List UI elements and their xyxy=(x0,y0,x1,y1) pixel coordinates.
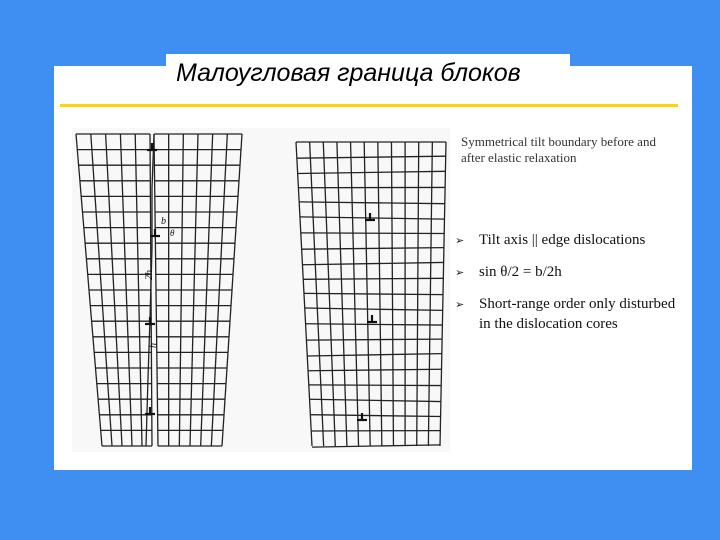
lattice-row-line xyxy=(297,156,446,158)
lattice-row-line xyxy=(310,399,441,401)
title-underline xyxy=(60,104,678,107)
lattice-row-line xyxy=(306,324,443,325)
bullet-text: Short-range order only disturbed in the dislocation cores xyxy=(479,296,676,332)
lattice-row-line xyxy=(305,308,443,310)
arrow-bullet-icon: ➢ xyxy=(455,267,465,279)
lattice-row-line xyxy=(310,415,440,417)
spacing-h-label: h xyxy=(148,343,159,348)
bullet-text: sin θ/2 = b/2h xyxy=(479,264,562,280)
lattice-row-line xyxy=(307,354,442,356)
spacing-2h-label: 2h xyxy=(144,270,155,280)
right-lattice-panel xyxy=(296,142,446,447)
lattice-row-line xyxy=(312,445,440,447)
lattice-row-line xyxy=(302,262,443,264)
arrow-bullet-icon: ➢ xyxy=(455,299,465,311)
bullet-item xyxy=(455,294,685,334)
lattice-row-line xyxy=(308,369,442,371)
lattice-row-line xyxy=(306,339,442,340)
lattice-row-line xyxy=(304,293,443,294)
tilt-boundary-figure xyxy=(72,128,450,452)
bullet-item xyxy=(455,230,685,250)
left-lattice-panel xyxy=(76,134,242,446)
bullet-list xyxy=(455,230,685,346)
lattice-row-line xyxy=(299,202,445,204)
lattice-row-line xyxy=(303,278,443,279)
slide-title: Малоугловая граница блоков xyxy=(176,59,521,87)
lattice-row-line xyxy=(301,233,444,234)
lattice-diagram xyxy=(72,128,450,452)
bullet-item xyxy=(455,262,685,282)
burgers-vector-label: b xyxy=(161,216,166,227)
tilt-boundary-line xyxy=(146,378,148,446)
lattice-row-line xyxy=(298,171,446,173)
angle-label: θ xyxy=(170,228,175,238)
lattice-row-line xyxy=(300,217,445,219)
lattice-row-line xyxy=(302,248,444,250)
figure-caption: Symmetrical tilt boundary before and after elastic relaxation xyxy=(461,134,656,165)
lattice-row-line xyxy=(309,385,441,386)
arrow-bullet-icon: ➢ xyxy=(455,235,465,247)
bullet-text: Tilt axis || edge dislocations xyxy=(479,232,646,248)
